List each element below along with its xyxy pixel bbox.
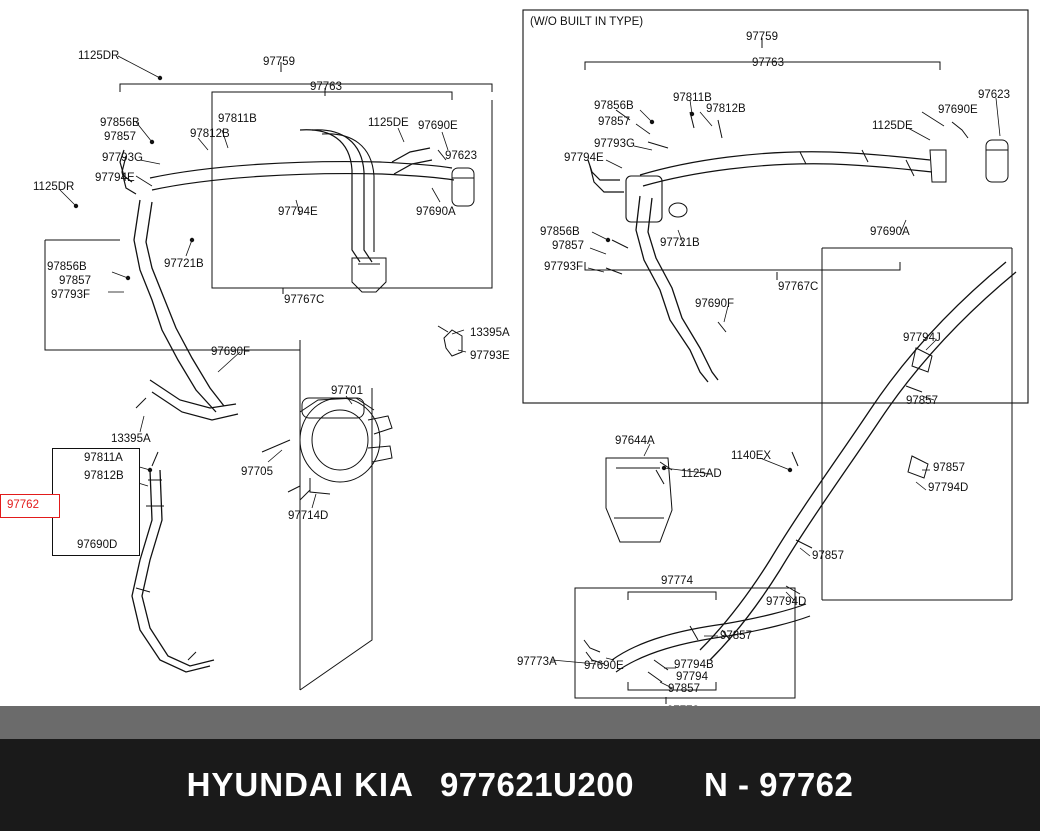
- callout-1125dr-top: 1125DR: [78, 50, 120, 62]
- callout-97690f-inset: 97690F: [695, 298, 735, 310]
- callout-97811b-left: 97811B: [218, 113, 257, 125]
- callout-97759-inset: 97759: [746, 31, 778, 43]
- callout-13395a-lower: 13395A: [111, 433, 151, 445]
- callout-1125de-left: 1125DE: [368, 117, 409, 129]
- callout-1140ex: 1140EX: [731, 450, 772, 462]
- callout-97794e-left-a: 97794E: [95, 172, 135, 184]
- callout-1125de-inset: 1125DE: [872, 120, 913, 132]
- callout-97856b-left-a: 97856B: [100, 117, 140, 129]
- callout-97812b-left: 97812B: [190, 128, 230, 140]
- callout-97793g-left: 97793G: [102, 152, 143, 164]
- callout-97857-right-a: 97857: [906, 395, 938, 407]
- inset-title: (W/O BUILT IN TYPE): [530, 16, 644, 28]
- n-reference-label: N - 97762: [703, 766, 854, 803]
- callout-13395a-upper: 13395A: [470, 327, 510, 339]
- footer-grey-band: [0, 706, 1040, 739]
- callout-97857-right-d: 97857: [720, 630, 752, 642]
- callout-97857-right-e: 97857: [668, 683, 700, 695]
- callout-97767c-inset: 97767C: [775, 281, 821, 293]
- callout-97856b-inset-b: 97856B: [540, 226, 580, 238]
- callout-97857-right-c: 97857: [812, 550, 844, 562]
- callout-97759-left: 97759: [263, 56, 295, 68]
- callout-97812b-inset: 97812B: [706, 103, 746, 115]
- brand-label: HYUNDAI KIA: [186, 766, 414, 803]
- callout-97763-left: 97763: [310, 81, 342, 93]
- callout-97690a-inset: 97690A: [870, 226, 910, 238]
- callout-97794e-left-b: 97794E: [278, 206, 318, 218]
- callout-97794b: 97794B: [674, 659, 714, 671]
- callout-1125ad: 1125AD: [681, 468, 722, 480]
- callout-97793f-inset: 97793F: [544, 261, 584, 273]
- callout-97690d: 97690D: [77, 539, 118, 551]
- callout-97811a: 97811A: [84, 452, 123, 464]
- callout-97794j: 97794J: [903, 332, 941, 344]
- highlighted-part-code: 97762: [7, 499, 39, 511]
- callout-97857-inset-b: 97857: [552, 240, 584, 252]
- footer-bar: [0, 739, 1040, 831]
- callout-97721b-left: 97721B: [164, 258, 204, 270]
- callout-97857-left-b: 97857: [59, 275, 91, 287]
- callout-97701-compressor: 97701: [331, 385, 363, 397]
- callout-97690e-left: 97690E: [418, 120, 458, 132]
- callout-97773a: 97773A: [517, 656, 557, 668]
- callout-97690a-left: 97690A: [416, 206, 456, 218]
- callout-97774: 97774: [658, 575, 696, 587]
- callout-97623-left: 97623: [445, 150, 477, 162]
- callout-97644a: 97644A: [615, 435, 655, 447]
- part-number-label: 977621U200: [439, 766, 634, 803]
- callout-97793g-inset: 97793G: [594, 138, 635, 150]
- callout-97856b-left-b: 97856B: [47, 261, 87, 273]
- highlighted-part-box[interactable]: [0, 494, 60, 518]
- callout-97857-left-a: 97857: [104, 131, 136, 143]
- callout-97857-right-b: 97857: [933, 462, 965, 474]
- callout-97721b-inset: 97721B: [660, 237, 700, 249]
- callout-97690e-inset: 97690E: [938, 104, 978, 116]
- callout-97794: 97794: [676, 671, 708, 683]
- callout-97856b-inset-a: 97856B: [594, 100, 634, 112]
- callout-97690e-right: 97690E: [584, 660, 624, 672]
- callout-97705: 97705: [241, 466, 273, 478]
- callout-1125dr-lower: 1125DR: [33, 181, 75, 193]
- callout-97690f-left: 97690F: [211, 346, 251, 358]
- callout-97812b-hl: 97812B: [84, 470, 124, 482]
- callout-97794d-right-a: 97794D: [928, 482, 969, 494]
- callout-97811b-inset: 97811B: [673, 92, 712, 104]
- callout-97794e-inset: 97794E: [564, 152, 604, 164]
- callout-97794d-right-b: 97794D: [766, 596, 807, 608]
- callout-97793f-left: 97793F: [51, 289, 91, 301]
- callout-97714d: 97714D: [288, 510, 329, 522]
- callout-97623-inset: 97623: [978, 89, 1010, 101]
- callout-97857-inset-a: 97857: [598, 116, 630, 128]
- callout-97763-inset: 97763: [752, 57, 784, 69]
- callout-97793e: 97793E: [470, 350, 510, 362]
- callout-97767c-left: 97767C: [281, 294, 327, 306]
